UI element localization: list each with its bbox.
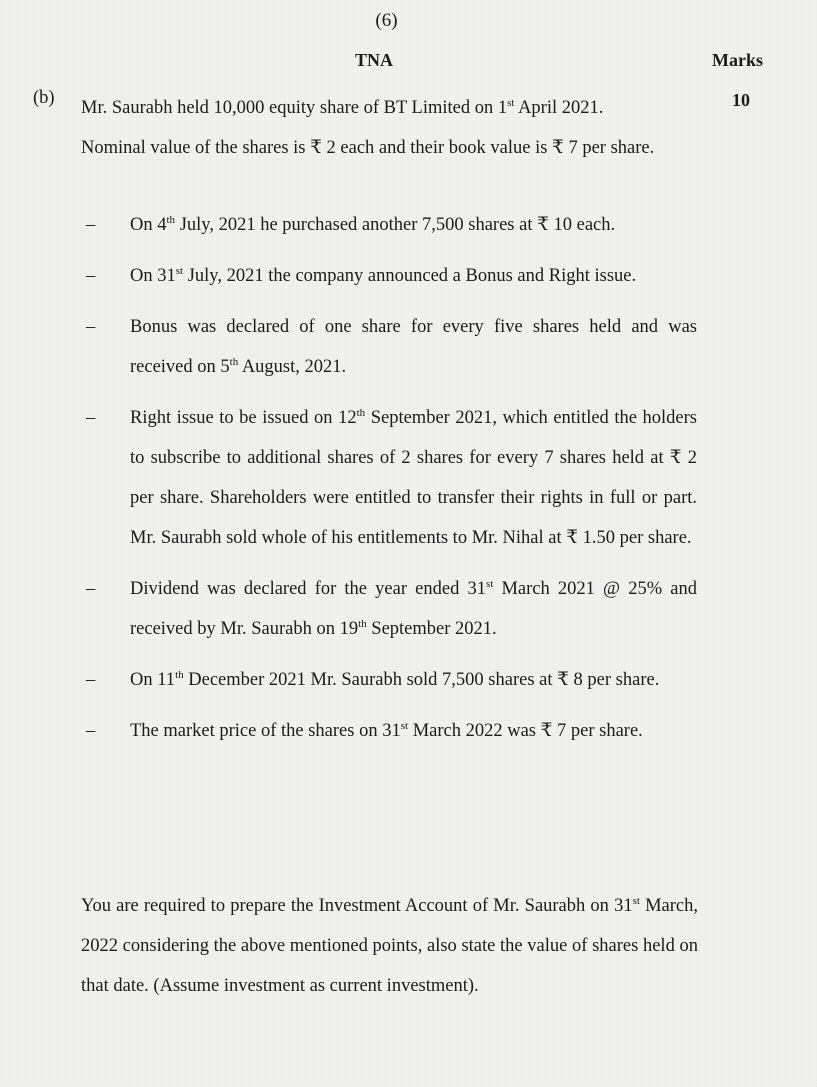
condition-text: August, 2021.: [238, 357, 347, 377]
intro-text-rest: Nominal value of the shares is ₹ 2 each and their book value is ₹ 7 per share.: [81, 138, 655, 158]
marks-column-header: Marks: [712, 50, 763, 70]
question-intro: [81, 88, 701, 168]
condition-item: [0, 711, 697, 751]
condition-item: [0, 398, 697, 558]
condition-text: July, 2021 the company announced a Bonus and Right issue.: [183, 266, 637, 286]
page-header: [0, 50, 817, 74]
question-instruction: [81, 886, 698, 1006]
condition-text: On 31: [130, 266, 176, 286]
condition-text: September 2021, which entitled the holders to subscribe to additional shares of 2 shares for every 7 shares held at ₹ 2 per share. Shareholders were entitled to transfer their rights in full or part. Mr. Saurabh sold whole of his entitlements to Mr. Nihal at ₹ 1.50 per share.: [130, 408, 697, 548]
ordinal-suffix: st: [400, 720, 409, 732]
instruction-text: You are required to prepare the Investment Account of Mr. Saurabh on 31: [81, 896, 633, 916]
condition-text: On 11: [130, 670, 176, 690]
dash-bullet-icon: –: [86, 670, 96, 690]
dash-bullet-icon: –: [86, 215, 96, 235]
condition-text: The market price of the shares on 31: [130, 721, 401, 741]
condition-text: December 2021 Mr. Saurabh sold 7,500 shares at ₹ 8 per share.: [183, 670, 660, 690]
intro-line-1: [81, 88, 701, 128]
intro-text-b: April 2021.: [514, 98, 604, 118]
condition-text: March 2022 was ₹ 7 per share.: [408, 721, 643, 741]
condition-text: On 4: [130, 215, 167, 235]
section-title: TNA: [355, 50, 394, 70]
ordinal-suffix: th: [166, 214, 176, 226]
ordinal-suffix: th: [356, 407, 366, 419]
page-number: (6): [375, 10, 398, 31]
question-conditions-list: [0, 205, 817, 762]
condition-text: July, 2021 he purchased another 7,500 shares at ₹ 10 each.: [175, 215, 616, 235]
ordinal-suffix: th: [175, 669, 184, 681]
dash-bullet-icon: –: [86, 721, 96, 741]
condition-item: [0, 205, 697, 245]
ordinal-suffix: st: [507, 97, 515, 109]
dash-bullet-icon: –: [86, 579, 96, 599]
condition-item: [0, 660, 697, 700]
ordinal-suffix: th: [358, 618, 367, 630]
question-marks: 10: [732, 90, 750, 110]
ordinal-suffix: st: [632, 895, 640, 907]
intro-text-a: Mr. Saurabh held 10,000 equity share of BT Limited on 1: [81, 98, 508, 118]
ordinal-suffix: st: [485, 578, 494, 590]
condition-item: [0, 256, 697, 296]
dash-bullet-icon: –: [86, 266, 96, 286]
question-label: (b): [33, 88, 55, 108]
condition-text: March 2021 @ 25% and received by Mr. Saurabh on 19: [130, 579, 697, 639]
condition-text: Bonus was declared of one share for every five shares held and was received on 5: [130, 317, 697, 377]
ordinal-suffix: st: [175, 265, 184, 277]
condition-item: [0, 307, 697, 387]
condition-item: [0, 569, 697, 649]
condition-text: September 2021.: [366, 619, 497, 639]
condition-text: Right issue to be issued on 12: [130, 408, 357, 428]
dash-bullet-icon: –: [86, 408, 96, 428]
instruction-text: March, 2022 considering the above mentioned points, also state the value of shares held on that date. (Assume investment as current investment).: [81, 896, 698, 996]
condition-text: Dividend was declared for the year ended 31: [130, 579, 486, 599]
dash-bullet-icon: –: [86, 317, 96, 337]
ordinal-suffix: th: [229, 356, 239, 368]
